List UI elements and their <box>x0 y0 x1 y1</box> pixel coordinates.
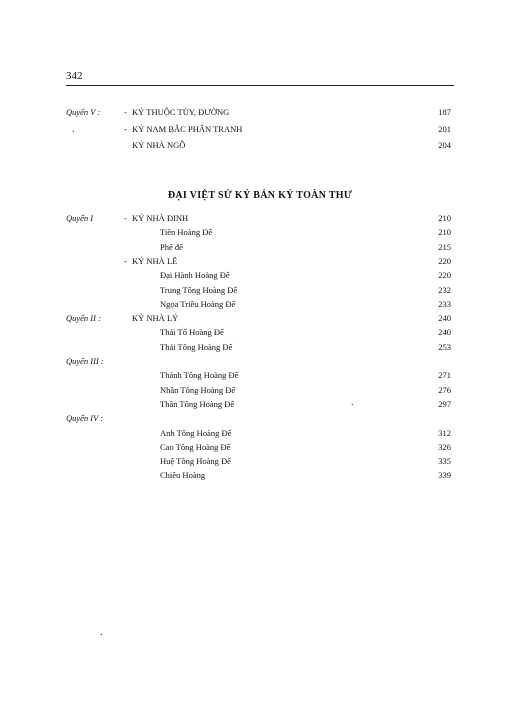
toc-entry <box>0 384 511 397</box>
toc-entry <box>0 355 511 368</box>
entry-page-number: 335 <box>438 456 451 467</box>
toc-entry <box>0 369 511 382</box>
entry-title: Thần Tông Hoàng Đế <box>160 398 235 409</box>
entry-page-number: 240 <box>438 327 451 338</box>
entry-title: Ngọa Triều Hoàng Đế <box>160 298 236 309</box>
entry-page-number: 326 <box>438 441 451 452</box>
toc-entry <box>0 312 511 325</box>
entry-page-number: 312 <box>438 427 451 438</box>
toc-entry <box>0 284 511 297</box>
entry-title: KỶ NHÀ LÝ <box>132 313 179 324</box>
entry-dash: - <box>124 213 127 223</box>
volume-label: Quyển V : <box>66 107 101 117</box>
entry-page-number: 297 <box>438 398 451 409</box>
toc-entry <box>0 341 511 354</box>
entry-page-number: 240 <box>438 313 451 324</box>
scan-speck: . <box>351 397 354 408</box>
entry-page-number: 271 <box>438 370 451 381</box>
entry-title: Tiên Hoàng Đế <box>160 227 213 238</box>
toc-entry <box>0 398 511 411</box>
page-number: 342 <box>66 70 83 82</box>
scan-speck: . <box>100 627 103 638</box>
volume-label: Quyển IV : <box>66 413 104 424</box>
toc-entry <box>0 455 511 468</box>
toc-entry <box>0 106 511 119</box>
entry-dash: - <box>124 107 127 117</box>
entry-title: Chiêu Hoàng <box>160 470 206 481</box>
entry-page-number: 220 <box>438 270 451 281</box>
entry-dash: - <box>124 255 127 266</box>
toc-entry <box>0 226 511 239</box>
toc-entry <box>0 139 511 152</box>
toc-entry <box>0 241 511 254</box>
entry-title: KỶ NHÀ LÊ <box>132 255 178 266</box>
entry-title: KỶ NHÀ ĐINH <box>132 213 189 223</box>
toc-entry <box>0 212 511 225</box>
entry-dash: - <box>124 123 127 134</box>
toc-entry <box>0 123 511 136</box>
scan-speck: . <box>72 124 75 135</box>
entry-page-number: 253 <box>438 341 451 352</box>
entry-page-number: 215 <box>438 241 451 252</box>
toc-entry <box>0 298 511 311</box>
toc-entry <box>0 269 511 282</box>
entry-title: Nhân Tông Hoàng Đế <box>160 384 236 395</box>
entry-title: Thái Tông Hoàng Đế <box>160 341 233 352</box>
entry-title: Cao Tông Hoàng Đế <box>160 441 231 452</box>
toc-entry <box>0 255 511 268</box>
entry-title: Thái Tổ Hoàng Đế <box>160 327 224 338</box>
entry-title: Anh Tông Hoàng Đế <box>160 427 232 438</box>
entry-page-number: 204 <box>438 140 451 150</box>
entry-page-number: 220 <box>438 255 451 266</box>
entry-title: KỶ THUỘC TÙY, ĐƯỜNG <box>132 107 230 117</box>
volume-label: Quyển II : <box>66 313 101 324</box>
entry-title: Trung Tông Hoàng Đế <box>160 284 238 295</box>
entry-page-number: 187 <box>438 107 451 117</box>
section-heading: ĐẠI VIỆT SỬ KÝ BẢN KỶ TOÀN THƯ <box>167 190 353 201</box>
entry-title: KỶ NHÀ NGÔ <box>132 140 186 150</box>
entry-page-number: 276 <box>438 384 451 395</box>
entry-title: Phế đế <box>160 241 183 252</box>
header-rule <box>66 85 454 86</box>
entry-page-number: 233 <box>438 298 451 309</box>
toc-entry <box>0 326 511 339</box>
entry-title: Thánh Tông Hoàng Đế <box>160 370 239 381</box>
entry-title: Huệ Tông Hoàng Đế <box>160 456 231 467</box>
entry-page-number: 339 <box>438 470 451 481</box>
toc-entry <box>0 427 511 440</box>
toc-entry <box>0 412 511 425</box>
entry-title: Đại Hành Hoàng Đế <box>160 270 230 281</box>
toc-entry <box>0 469 511 482</box>
toc-entry <box>0 441 511 454</box>
entry-page-number: 232 <box>438 284 451 295</box>
volume-label: Quyển I <box>66 213 94 223</box>
entry-page-number: 210 <box>438 213 451 223</box>
volume-label: Quyển III : <box>66 356 104 366</box>
entry-page-number: 201 <box>438 123 451 134</box>
entry-title: KỶ NAM BẮC PHÂN TRANH <box>132 123 243 134</box>
entry-page-number: 210 <box>438 227 451 238</box>
